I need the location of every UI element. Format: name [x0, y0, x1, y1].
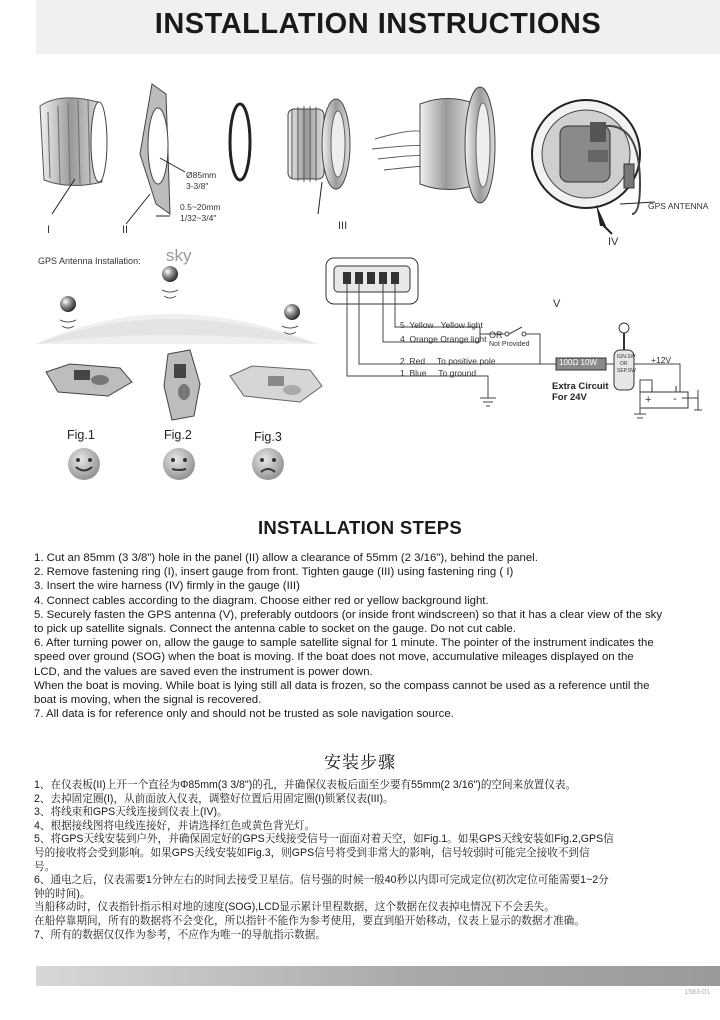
cn-step-line: 4、根据接线图将电线连接好，并请选择红色或黄色背光灯。 — [34, 819, 316, 832]
installation-diagram — [0, 54, 720, 454]
steps-title: INSTALLATION STEPS — [257, 517, 463, 538]
extra-circuit-24v-label: For 24V — [552, 392, 587, 403]
gps-antenna-label: GPS ANTENNA — [648, 201, 709, 211]
switch-label-1: IGN.SW — [617, 354, 636, 360]
sky-label: sky — [166, 246, 192, 265]
switch-label-3: SEP.SW — [617, 368, 636, 374]
panel-thickness-label: 0.5~20mm — [180, 202, 221, 212]
gauge-back-illustration — [532, 100, 655, 234]
step-line: LCD, and the values are saved even the instrument is power down. — [34, 665, 373, 678]
antenna-mount-fig3 — [230, 366, 322, 402]
sky-dome-illustration — [36, 266, 318, 344]
sad-face-icon — [250, 446, 286, 482]
panel-thickness-inch-label: 1/32~3/4" — [180, 213, 217, 223]
gps-install-label: GPS Antenna Installation: — [38, 256, 141, 266]
steps-list — [34, 551, 706, 721]
hole-diameter-label: Ø85mm — [186, 170, 217, 180]
fastening-ring-illustration — [40, 98, 107, 214]
wire-1-label: 1 Blue To ground — [400, 368, 477, 378]
step-line: 5. Securely fasten the GPS antenna (V), preferably outdoors (or inside front windscreen) so that it has a clear view of the sky — [34, 608, 663, 621]
fig1-label: Fig.1 — [67, 428, 95, 442]
footer-bar — [36, 966, 720, 986]
antenna-mount-fig2 — [164, 350, 200, 420]
step-line: 1. Cut an 85mm (3 3/8") hole in the panel (II) allow a clearance of 55mm (2 3/16"), behind the panel. — [34, 552, 538, 564]
page-title: INSTALLATION INSTRUCTIONS — [154, 8, 602, 40]
cn-step-line: 在船停靠期间，所有的数据将不会变化，所以指针不能作为参考使用，要直到船开始移动，仪表上显示的数据才准确。 — [34, 914, 585, 927]
fig3-label: Fig.3 — [254, 430, 282, 444]
part-label-ii: II — [122, 224, 129, 236]
hole-diameter-inch-label: 3-3/8" — [186, 181, 209, 191]
cn-step-line: 号。 — [34, 860, 56, 873]
extra-circuit-label: Extra Circuit — [552, 381, 609, 392]
neutral-face-icon — [161, 446, 197, 482]
part-label-i: I — [47, 224, 51, 236]
cn-step-line: 2、去掉固定圈(I)，从前面放入仪表，调整好位置后用固定圈(I)锁紧仪表(III)。 — [34, 792, 394, 805]
step-line: 2. Remove fastening ring (I), insert gauge from front. Tighten gauge (III) using fastening ring ( I) — [34, 566, 514, 579]
cn-step-line: 号的接收将会受到影响。如果GPS天线安装如Fig.3，则GPS信号将受到非常大的影响，信号较弱时可能完全接收不到信 — [34, 846, 590, 859]
antenna-mount-fig1 — [46, 364, 132, 396]
step-line: When the boat is moving. While boat is lying still all data is frozen, so the compass cannot be used as a reference until the — [34, 679, 650, 692]
happy-face-icon — [66, 446, 102, 482]
cn-steps-title: 安装步骤 — [324, 753, 396, 772]
step-line: boat is moving, when the signal is recovered. — [34, 694, 262, 707]
step-line: to pick up satellite signals. Connect the antenna cable to socket on the gauge. Do not cut cable. — [34, 623, 516, 636]
wire-4-label: 4 Orange Orange light — [400, 334, 487, 344]
wire-2-label: 2 Red To positive pole — [400, 356, 496, 366]
battery-minus: - — [673, 393, 677, 405]
cn-steps-list — [34, 779, 706, 942]
step-line: speed over ground (SOG) when the boat is moving. If the boat does not move, accumulative mileages displayed on the — [34, 651, 634, 664]
step-line: 4. Connect cables according to the diagram. Choose either red or yellow background light. — [34, 594, 489, 607]
cn-step-line: 5、将GPS天线安装到户外，并确保固定好的GPS天线接受信号一面面对着天空，如Fig.1。如果GPS天线安装如Fig.2,GPS信 — [34, 833, 614, 846]
part-label-v: V — [553, 298, 561, 310]
gauge-with-harness-illustration — [372, 87, 495, 203]
step-line: 3. Insert the wire harness (IV) firmly in the gauge (III) — [34, 580, 300, 593]
step-line: 6. After turning power on, allow the gauge to sample satellite signal for 1 minute. The pointer of the instrument indicates the — [34, 637, 654, 650]
cn-step-line: 3、将线束和GPS天线连接到仪表上(IV)。 — [34, 806, 228, 819]
gauge-body-illustration — [288, 99, 350, 214]
part-label-iv: IV — [608, 236, 619, 248]
part-label-iii: III — [338, 220, 348, 232]
or-label: OR — [489, 330, 503, 340]
document-code: 1583-01 — [684, 989, 710, 996]
switch-label-2: OR — [620, 361, 628, 367]
o-ring-illustration — [230, 104, 250, 180]
fig2-label: Fig.2 — [164, 428, 192, 442]
resistor-label: 100Ω 10W — [559, 358, 597, 367]
cn-step-line: 当船移动时，仪表指针指示相对地的速度(SOG),LCD显示累计里程数据，这个数据在仪表掉电情况下不会丢失。 — [34, 901, 555, 914]
panel-illustration — [126, 84, 185, 224]
cn-step-line: 7、所有的数据仅仅作为参考，不应作为唯一的导航指示数据。 — [34, 928, 326, 941]
step-line: 7. All data is for reference only and should not be trusted as sole navigation source. — [34, 708, 454, 721]
not-provided-label: Not Provided — [489, 341, 530, 348]
wire-5-label: 5 Yellow Yellow light — [400, 320, 483, 330]
cn-step-line: 6、通电之后，仪表需要1分钟左右的时间去接受卫星信。信号强的时候一般40秒以内即可完成定位(初次定位可能需要1~2分 — [34, 874, 609, 887]
voltage-label: +12V — [651, 355, 672, 365]
battery-plus: + — [645, 394, 652, 406]
diagram-graphics — [0, 54, 720, 454]
cn-step-line: 1、在仪表板(II)上开一个直径为Φ85mm(3 3/8")的孔，并确保仪表板后面至少要有55mm(2 3/16")的空间来放置仪表。 — [34, 779, 577, 791]
cn-step-line: 钟的时间)。 — [34, 887, 91, 900]
